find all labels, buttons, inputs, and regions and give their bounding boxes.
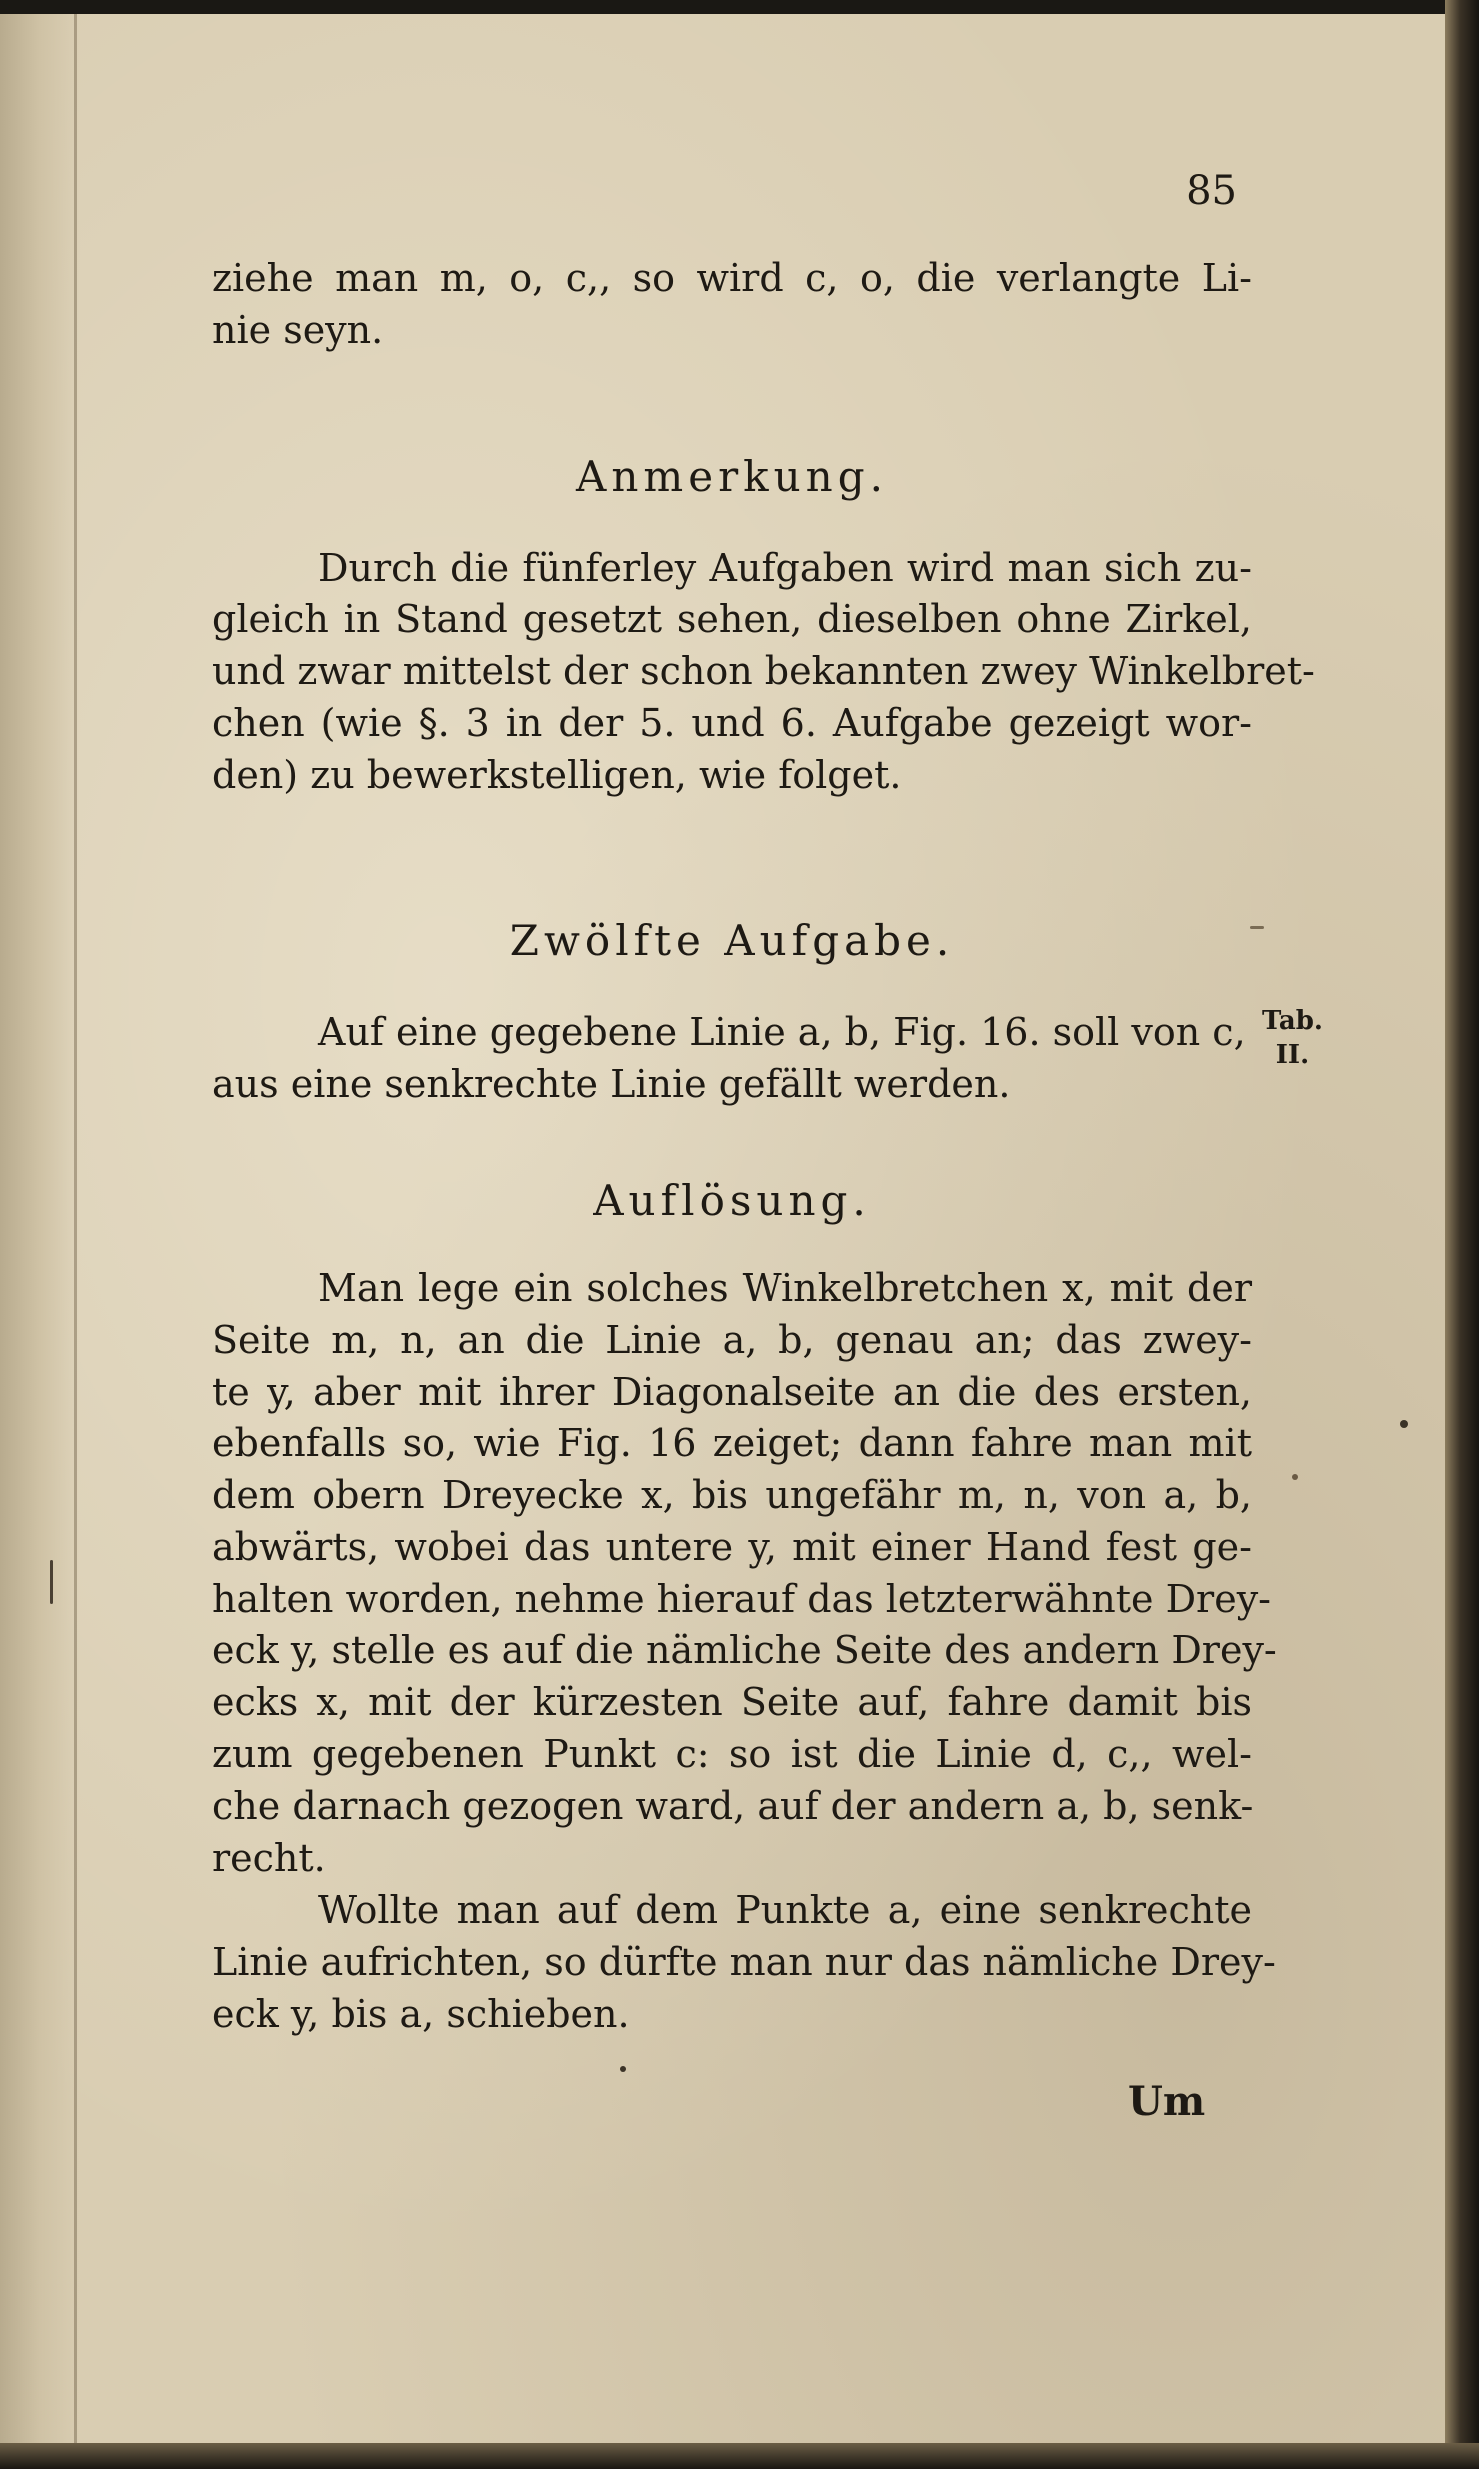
text-line: halten worden, nehme hierauf das letzterwähnte Drey- (212, 1577, 1272, 1621)
text-line: Auf eine gegebene Linie a, b, Fig. 16. soll von c, (318, 1010, 1246, 1054)
text-line: Wollte man auf dem Punkte a, eine senkrechte (318, 1888, 1252, 1932)
scan-edge-top (0, 0, 1479, 14)
margin-note-tab (1262, 1004, 1323, 1072)
paper-speck (1400, 1420, 1408, 1428)
text-line: Seite m, n, an die Linie a, b, genau an; das zwey- (212, 1318, 1252, 1362)
text-line: aus eine senkrechte Linie gefällt werden. (212, 1062, 1011, 1106)
section-heading-aufgabe: Zwölfte Aufgabe. (509, 916, 955, 965)
paper-speck (620, 2066, 626, 2072)
section-heading-anmerkung: Anmerkung. (576, 452, 888, 501)
section-heading-aufloesung: Auflösung. (593, 1176, 871, 1225)
paper-speck (1292, 1474, 1298, 1480)
text-line: den) zu bewerkstelligen, wie folget. (212, 753, 902, 797)
margin-note-plate-number: II. (1275, 1040, 1310, 1070)
text-line: Durch die fünferley Aufgaben wird man sich zu- (318, 546, 1252, 590)
text-line: eck y, bis a, schieben. (212, 1992, 630, 2036)
paper-speck (1250, 926, 1264, 929)
margin-note-tab-label: Tab. (1262, 1006, 1323, 1036)
page-number: 85 (1186, 168, 1237, 214)
text-line: und zwar mittelst der schon bekannten zwey Winkelbret- (212, 649, 1315, 693)
scan-edge-right (1445, 0, 1479, 2469)
gutter-fold (74, 14, 77, 2444)
scan-edge-bottom (0, 2443, 1479, 2469)
text-line: te y, aber mit ihrer Diagonalseite an die des ersten, (212, 1370, 1252, 1414)
text-line: che darnach gezogen ward, auf der andern a, b, senk- (212, 1784, 1254, 1828)
text-line: recht. (212, 1836, 326, 1880)
text-line: gleich in Stand gesetzt sehen, dieselben ohne Zirkel, (212, 597, 1252, 641)
text-line: Linie aufrichten, so dürfte man nur das nämliche Drey- (212, 1940, 1276, 1984)
text-line: Man lege ein solches Winkelbretchen x, mit der (318, 1266, 1252, 1310)
text-line: ecks x, mit der kürzesten Seite auf, fahre damit bis (212, 1680, 1252, 1724)
paper-mark (50, 1560, 53, 1604)
text-line: chen (wie §. 3 in der 5. und 6. Aufgabe gezeigt wor- (212, 701, 1252, 745)
text-line: nie seyn. (212, 308, 384, 352)
catchword: Um (1128, 2078, 1206, 2125)
text-line: zum gegebenen Punkt c: so ist die Linie d, c,, wel- (212, 1732, 1252, 1776)
text-line: eck y, stelle es auf die nämliche Seite des andern Drey- (212, 1628, 1277, 1672)
text-line: abwärts, wobei das untere y, mit einer Hand fest ge- (212, 1525, 1252, 1569)
page-gutter (0, 14, 80, 2444)
text-line: ebenfalls so, wie Fig. 16 zeiget; dann fahre man mit (212, 1421, 1252, 1465)
text-line: ziehe man m, o, c,, so wird c, o, die verlangte Li- (212, 256, 1252, 300)
text-line: dem obern Dreyecke x, bis ungefähr m, n, von a, b, (212, 1473, 1252, 1517)
